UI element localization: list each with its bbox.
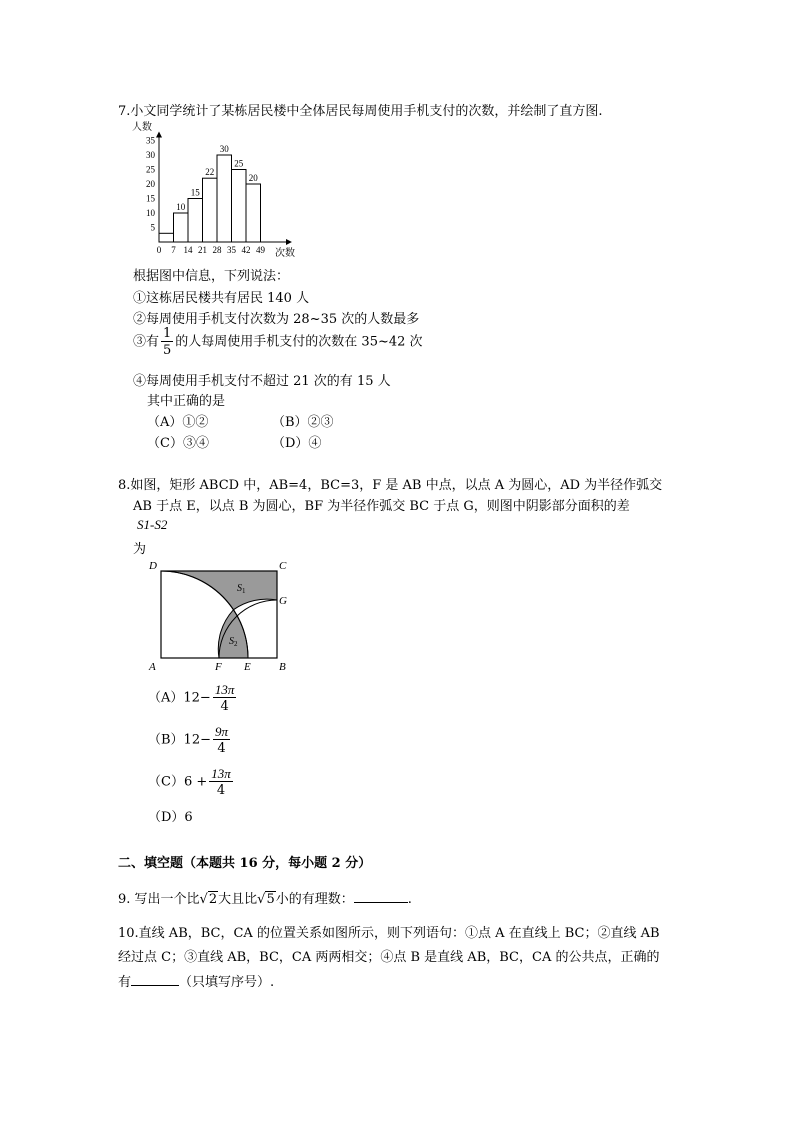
- q9-text: 9. 写出一个比√2大且比√5小的有理数： .: [118, 892, 412, 907]
- q7-option-b: （B）②③: [272, 415, 334, 430]
- bar-value-label: 20: [248, 173, 258, 183]
- bar-value-label: 10: [176, 202, 186, 212]
- label-a: A: [149, 661, 156, 673]
- q7-statement-1: ①这栋居民楼共有居民 140 人: [133, 291, 310, 306]
- fraction-one-fifth: $\frac{1}{5}$: [163, 326, 172, 358]
- q8-option-b: （B）12− $\frac{9\pi}{4}$: [148, 724, 229, 756]
- q7-option-d: （D）④: [272, 436, 322, 451]
- x-tick-label: 35: [227, 245, 236, 255]
- q7-option-a: （A）①②: [147, 415, 209, 430]
- q7-option-c: （C）③④: [147, 436, 209, 451]
- x-tick-label: 0: [156, 245, 162, 255]
- x-tick-label: 21: [198, 245, 207, 255]
- q7-statement-4: ④每周使用手机支付不超过 21 次的有 15 人: [133, 374, 391, 389]
- x-tick-label: 42: [241, 245, 251, 255]
- y-tick-label: 15: [146, 193, 155, 204]
- histogram-bar: [217, 155, 232, 242]
- q7-stem: 7.小文同学统计了某栋居民楼中全体居民每周使用手机支付的次数，并绘制了直方图.: [118, 104, 603, 119]
- bar-value-label: 15: [190, 187, 200, 198]
- y-tick-label: 20: [146, 179, 155, 189]
- q8-option-d: （D）6: [148, 810, 193, 825]
- histogram-bar: [246, 184, 261, 242]
- label-c: C: [279, 560, 287, 572]
- answer-blank-q10[interactable]: [131, 973, 179, 986]
- histogram-bar: [203, 178, 218, 242]
- q7-prompt: 其中正确的是: [147, 394, 226, 409]
- q8-line-4: 为: [133, 542, 147, 557]
- x-tick-label: 28: [212, 245, 222, 255]
- q8-line-2: AB 于点 E，以点 B 为圆心，BF 为半径作弧交 BC 于点 G，则图中阴影部分面积的差: [133, 499, 630, 514]
- label-s1: $S_1$: [237, 583, 246, 595]
- q7-intro: 根据图中信息，下列说法：: [133, 269, 290, 284]
- histogram-bar: [232, 170, 247, 243]
- answer-blank-q9[interactable]: [354, 890, 408, 903]
- x-tick-label: 49: [256, 245, 265, 255]
- q8-option-c: （C）6 + $\frac{13\pi}{4}$: [148, 766, 231, 798]
- histogram-bar: [174, 213, 189, 242]
- y-tick-label: 5: [150, 222, 155, 233]
- bar-value-label: 25: [234, 158, 244, 169]
- shaded-region-s1: [161, 571, 277, 610]
- rectangle-figure: [145, 556, 305, 676]
- q8-option-a: （A）12− $\frac{13\pi}{4}$: [148, 682, 235, 714]
- histogram-bar: [188, 199, 203, 243]
- histogram: [125, 118, 325, 259]
- x-tick-label: 7: [171, 245, 176, 255]
- shaded-region-s2: [218, 610, 248, 658]
- q10-line-2: 经过点 C；③直线 AB，BC，CA 两两相交；④点 B 是直线 AB，BC，CA 的公共点，正确的: [118, 950, 660, 965]
- bar-value-label: 30: [219, 144, 229, 154]
- q8-line-1: 8.如图，矩形 ABCD 中，AB=4，BC=3，F 是 AB 中点，以点 A 为圆心，AD 为半径作弧交: [118, 478, 663, 493]
- label-d: D: [149, 560, 157, 572]
- label-b: B: [279, 661, 286, 673]
- q7-statement-3: ③有 $\frac{1}{5}$ 的人每周使用手机支付的次数在 35~42 次: [133, 326, 423, 358]
- label-s2: $S_2$: [229, 636, 238, 648]
- bar-value-label: 22: [205, 167, 215, 178]
- y-tick-label: 25: [146, 164, 155, 175]
- y-tick-label: 30: [146, 150, 155, 160]
- histogram-bar: [159, 233, 174, 242]
- y-axis-label: 人数: [132, 122, 152, 133]
- sqrt-5: √5: [257, 892, 275, 907]
- label-e: E: [244, 661, 251, 673]
- q7-statement-2: ②每周使用手机支付次数为 28~35 次的人数最多: [133, 312, 420, 327]
- q10-line-1: 10.直线 AB，BC，CA 的位置关系如图所示，则下列语句：①点 A 在直线上 BC；②直线 AB: [118, 926, 660, 941]
- x-tick-label: 14: [183, 245, 193, 255]
- q10-line-3: 有 （只填写序号）.: [118, 975, 275, 990]
- y-tick-label: 10: [146, 208, 155, 218]
- sqrt-2: √2: [199, 892, 218, 907]
- q8-line-3: S1-S2: [137, 517, 168, 532]
- section-heading: 二、填空题（本题共 16 分，每小题 2 分）: [118, 856, 372, 871]
- label-f: F: [215, 661, 222, 673]
- y-tick-label: 35: [146, 135, 155, 146]
- label-g: G: [279, 595, 287, 607]
- x-axis-label: 次数: [275, 248, 295, 259]
